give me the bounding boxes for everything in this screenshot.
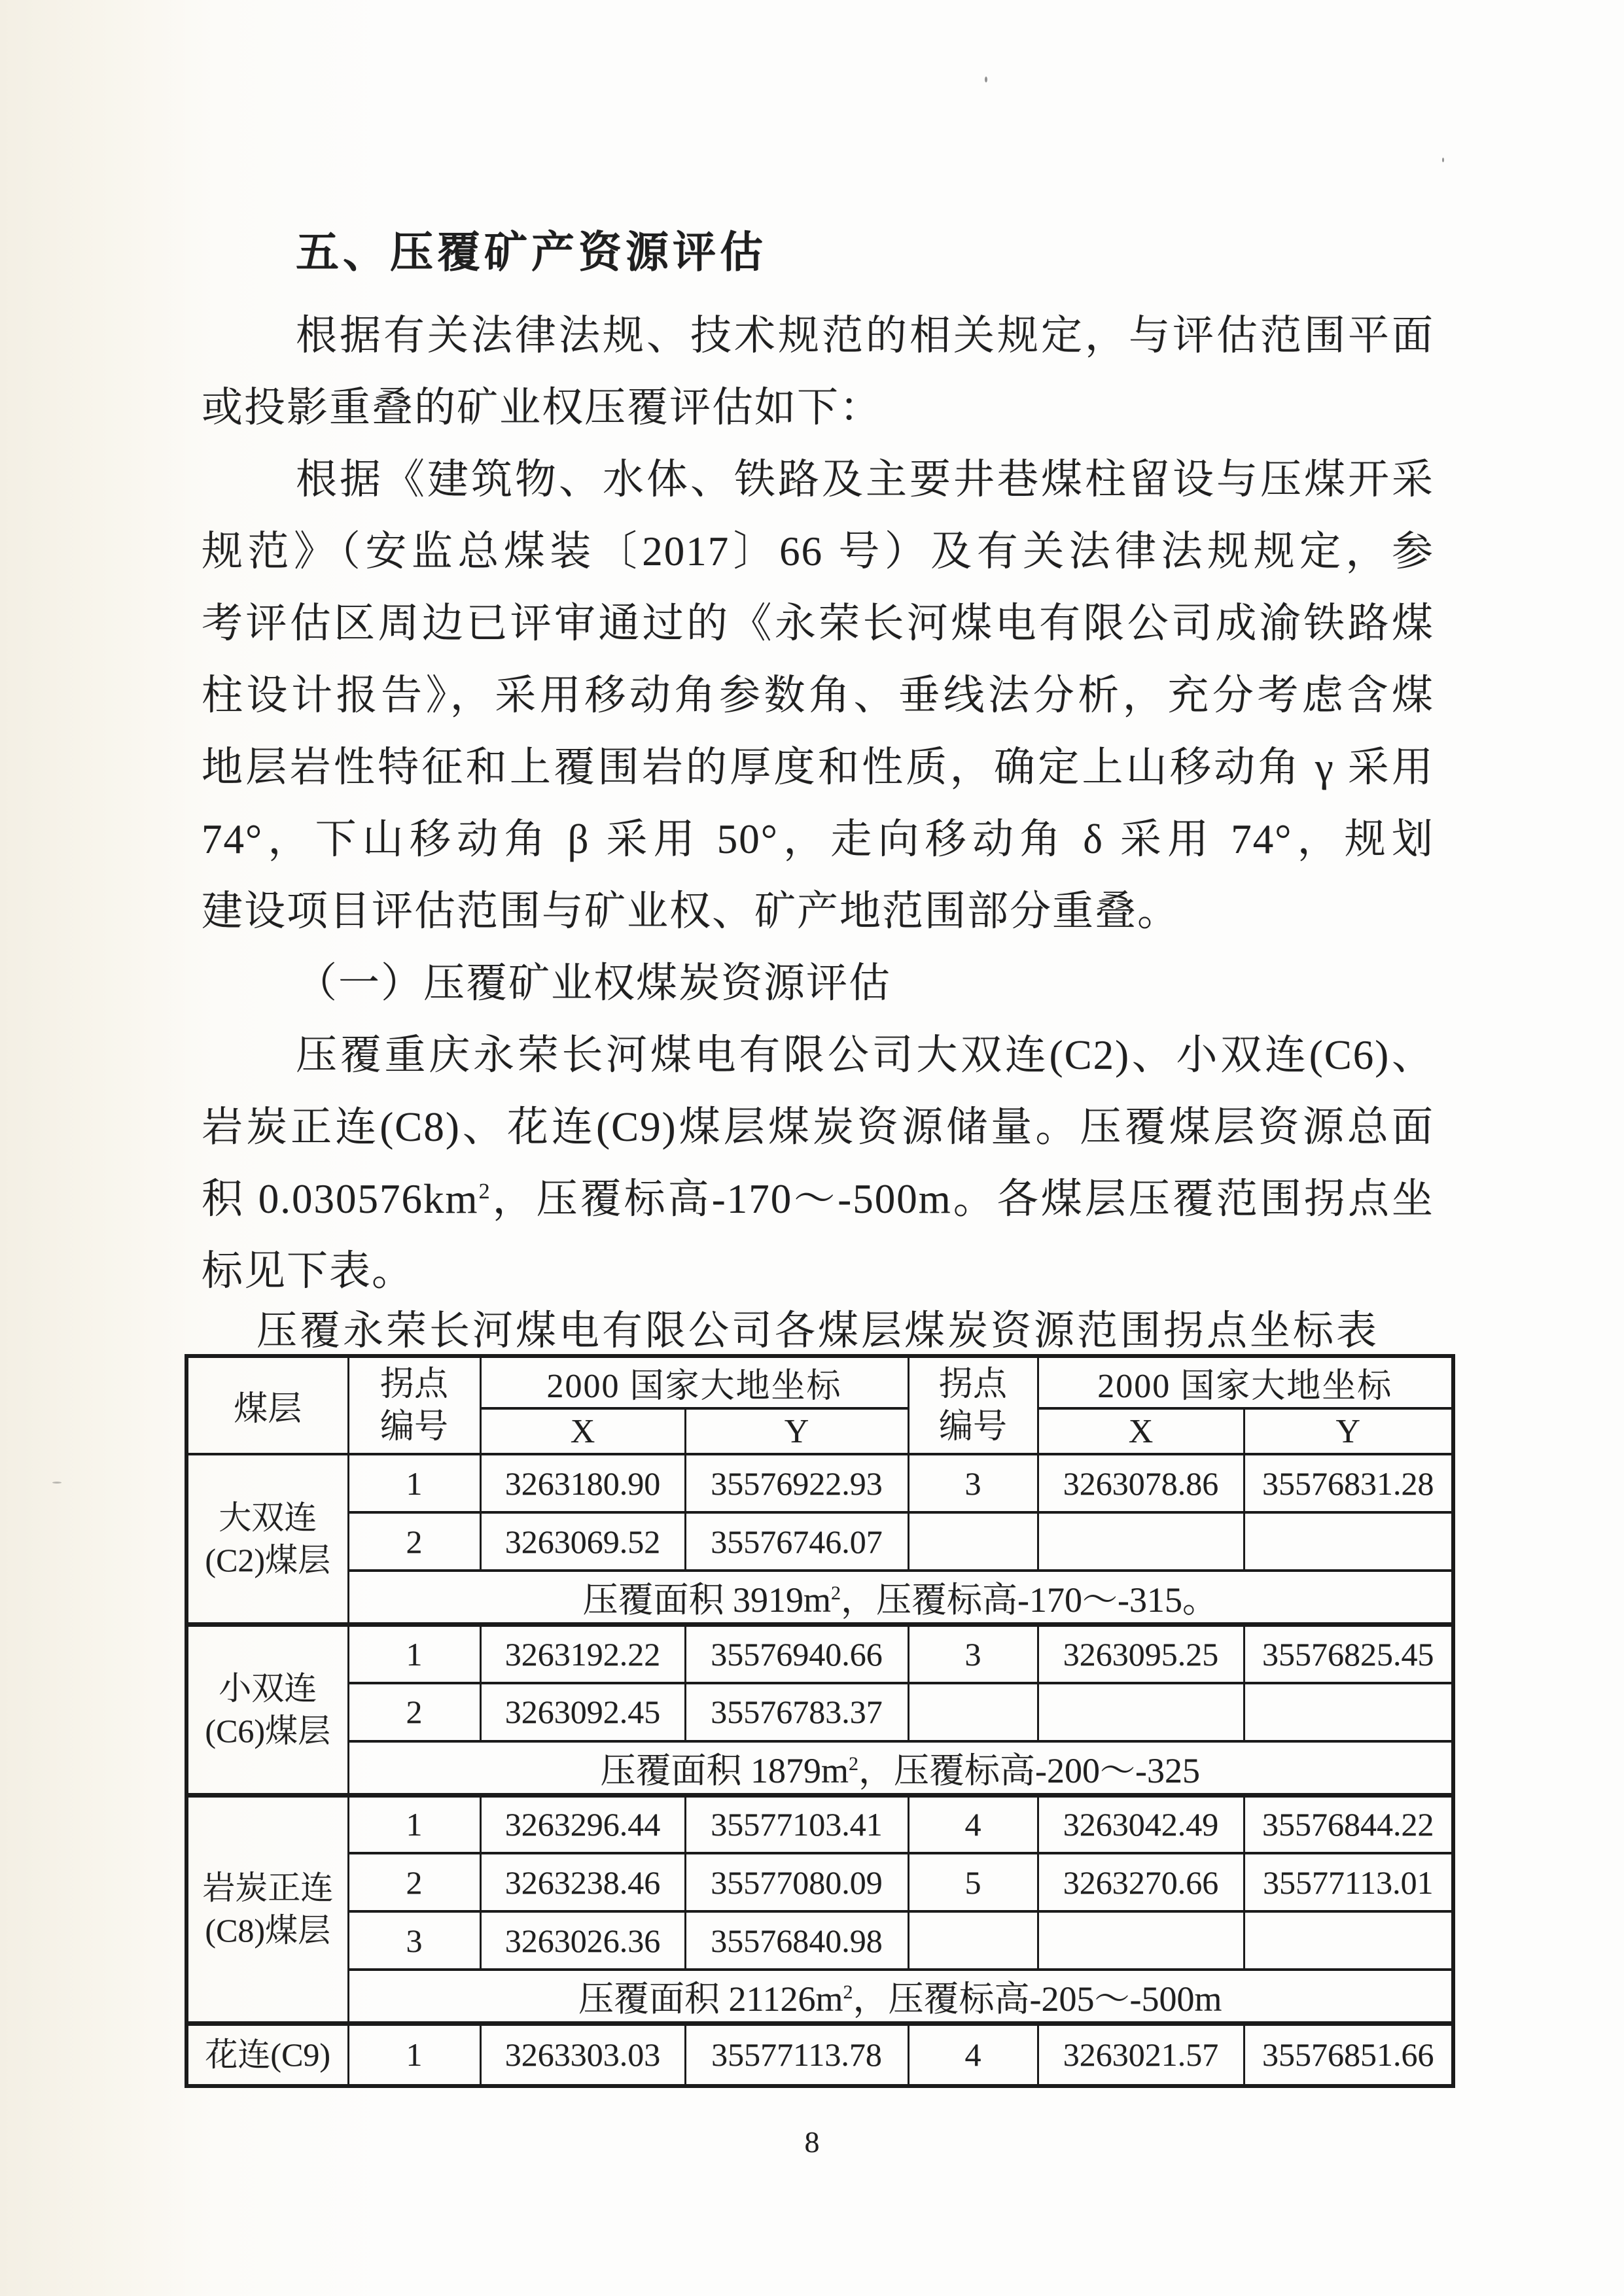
coordinate-cell: 1: [348, 1795, 480, 1853]
paragraph-4-line-3: 积 $0.030576km^2$，压覆标高-170～-500m。各煤层压覆范围拐点坐: [202, 1176, 1434, 1222]
scan-speck: [1442, 158, 1444, 162]
coordinate-cell: 35576831.28: [1244, 1454, 1453, 1512]
coordinate-cell: 35576851.66: [1244, 2024, 1453, 2086]
coordinate-cell: 4: [908, 2024, 1038, 2086]
body-paragraphs: [202, 300, 1434, 1307]
seam-1-row-2: [186, 1512, 1453, 1571]
header-coord-system-right: 2000 国家大地坐标: [1038, 1356, 1453, 1408]
seam-1-row-1: [186, 1454, 1453, 1512]
paragraph-4: [202, 1019, 1434, 1307]
seam-3-row-1: [186, 1795, 1453, 1853]
scan-speck: [52, 1482, 62, 1484]
page-number: 8: [804, 2125, 820, 2159]
coordinate-cell: 3263180.90: [480, 1454, 685, 1512]
coordinates-table: [185, 1354, 1455, 2088]
coordinate-cell: 3263042.49: [1038, 1795, 1244, 1853]
coordinate-cell: 4: [908, 1795, 1038, 1853]
coordinate-cell: [1244, 1512, 1453, 1571]
seam-name-line: 花连(C9): [205, 2036, 331, 2073]
page-content: [202, 217, 1434, 2088]
coordinate-cell: [1038, 1512, 1244, 1571]
seam-name-line: 岩炭正连: [202, 1869, 334, 1906]
superscript: 2: [831, 1582, 841, 1604]
header-point-number-right: [908, 1356, 1038, 1454]
paragraph-4-line-1: 压覆重庆永荣长河煤电有限公司大双连(C2)、小双连(C6)、: [296, 1032, 1434, 1078]
paragraph-2-line-6: 74°，下山移动角 β 采用 50°，走向移动角 δ 采用 74°，规划: [202, 816, 1434, 862]
area-elevation-note: 压覆面积 $21126m^2$，压覆标高-205～-500m: [348, 1970, 1453, 2024]
header-point-number-line1: 拐点: [939, 1365, 1008, 1403]
superscript: 2: [478, 1179, 491, 1204]
coordinate-cell: 35576783.37: [685, 1683, 908, 1741]
coordinate-cell: 3263095.25: [1038, 1625, 1244, 1683]
seam-2-row-2: [186, 1683, 1453, 1741]
coordinate-cell: [1244, 1683, 1453, 1741]
coordinate-cell: 35576840.98: [685, 1911, 908, 1970]
table-title: 压覆永荣长河煤电有限公司各煤层煤炭资源范围拐点坐标表: [256, 1309, 1379, 1353]
header-y-right: Y: [1244, 1408, 1453, 1454]
seam-name: [186, 1795, 348, 2024]
paragraph-2-line-4: 柱设计报告》，采用移动角参数角、垂线法分析，充分考虑含煤: [202, 672, 1434, 718]
paragraph-4-line-4: 标见下表。: [202, 1248, 414, 1294]
coordinate-cell: 35577113.01: [1244, 1853, 1453, 1911]
seam-3-area-note-row: [186, 1970, 1453, 2024]
coordinate-cell: 3263069.52: [480, 1512, 685, 1571]
coordinate-cell: 3263303.03: [480, 2024, 685, 2086]
header-x-right: X: [1038, 1408, 1244, 1454]
coordinate-cell: 35576844.22: [1244, 1795, 1453, 1853]
seam-name-line: (C2)煤层: [205, 1541, 331, 1578]
coordinate-cell: [908, 1683, 1038, 1741]
coordinate-cell: 35576922.93: [685, 1454, 908, 1512]
coordinate-cell: 5: [908, 1853, 1038, 1911]
header-point-number-line2: 编号: [380, 1408, 448, 1446]
paragraph-2-line-2: 规范》（安监总煤装〔2017〕66 号）及有关法律法规规定，参: [202, 529, 1434, 574]
superscript: 2: [843, 1981, 853, 2003]
coordinate-cell: 3263296.44: [480, 1795, 685, 1853]
coordinate-cell: 3263238.46: [480, 1853, 685, 1911]
seam-2-row-1: [186, 1625, 1453, 1683]
seam-name: [186, 1454, 348, 1625]
seam-1-area-note-row: [186, 1571, 1453, 1625]
paragraph-2-line-5: 地层岩性特征和上覆围岩的厚度和性质，确定上山移动角 γ 采用: [202, 744, 1434, 790]
coordinate-cell: 3: [348, 1911, 480, 1970]
paragraph-4-line-2: 岩炭正连(C8)、花连(C9)煤层煤炭资源储量。压覆煤层资源总面: [202, 1104, 1434, 1150]
coordinate-cell: 35576825.45: [1244, 1625, 1453, 1683]
coordinate-cell: 3: [908, 1625, 1038, 1683]
coordinate-cell: 35576746.07: [685, 1512, 908, 1571]
paragraph-2-line-3: 考评估区周边已评审通过的《永荣长河煤电有限公司成渝铁路煤: [202, 600, 1434, 646]
coordinate-cell: [908, 1911, 1038, 1970]
section-heading: 五、压覆矿产资源评估: [296, 229, 767, 277]
coordinate-cell: 1: [348, 1625, 480, 1683]
paragraph-3-line-1: （一）压覆矿业权煤炭资源评估: [296, 960, 891, 1006]
coordinate-cell: [1038, 1683, 1244, 1741]
header-point-number-line2: 编号: [939, 1408, 1008, 1446]
seam-name-line: 小双连: [219, 1669, 317, 1707]
table-header-row-1: [186, 1356, 1453, 1408]
seam-3-row-2: [186, 1853, 1453, 1911]
coordinate-cell: 1: [348, 2024, 480, 2086]
coordinate-cell: 3263270.66: [1038, 1853, 1244, 1911]
coordinate-cell: [908, 1512, 1038, 1571]
header-point-number-left: [348, 1356, 480, 1454]
coordinate-cell: 3263078.86: [1038, 1454, 1244, 1512]
coordinate-cell: 35577103.41: [685, 1795, 908, 1853]
header-point-number-line1: 拐点: [380, 1365, 448, 1403]
seam-name-line: 大双连: [219, 1499, 317, 1536]
paragraph-1-line-1: 根据有关法律法规、技术规范的相关规定，与评估范围平面: [296, 313, 1434, 358]
coordinate-cell: 3263192.22: [480, 1625, 685, 1683]
seam-4-row-1: [186, 2024, 1453, 2086]
header-x-left: X: [480, 1408, 685, 1454]
coordinate-cell: 2: [348, 1683, 480, 1741]
coordinate-cell: 3263021.57: [1038, 2024, 1244, 2086]
paragraph-1: [202, 300, 1434, 444]
area-elevation-note: 压覆面积 $1879m^2$，压覆标高-200～-325: [348, 1741, 1453, 1796]
seam-name: [186, 1625, 348, 1796]
coordinate-cell: 35577080.09: [685, 1853, 908, 1911]
seam-name: [186, 2024, 348, 2086]
seam-3-row-3: [186, 1911, 1453, 1970]
coordinate-cell: 3: [908, 1454, 1038, 1512]
seam-name-line: (C6)煤层: [205, 1712, 331, 1749]
coordinate-cell: 35577113.78: [685, 2024, 908, 2086]
header-coal-seam: 煤层: [186, 1356, 348, 1454]
header-y-left: Y: [685, 1408, 908, 1454]
paragraph-3: [202, 947, 1434, 1019]
paragraph-2: [202, 444, 1434, 947]
coordinate-cell: 2: [348, 1512, 480, 1571]
area-elevation-note: 压覆面积 $3919m^2$，压覆标高-170～-315。: [348, 1571, 1453, 1625]
coordinate-cell: 2: [348, 1853, 480, 1911]
paragraph-2-line-7: 建设项目评估范围与矿业权、矿产地范围部分重叠。: [202, 888, 1180, 934]
coordinate-cell: 35576940.66: [685, 1625, 908, 1683]
superscript: 2: [849, 1752, 859, 1775]
coordinate-cell: 1: [348, 1454, 480, 1512]
coordinate-cell: [1038, 1911, 1244, 1970]
seam-2-area-note-row: [186, 1741, 1453, 1796]
paragraph-2-line-1: 根据《建筑物、水体、铁路及主要井巷煤柱留设与压煤开采: [296, 457, 1434, 502]
header-coord-system-left: 2000 国家大地坐标: [480, 1356, 908, 1408]
scan-speck: [985, 77, 987, 82]
coordinate-cell: 3263092.45: [480, 1683, 685, 1741]
seam-name-line: (C8)煤层: [205, 1911, 331, 1949]
coordinate-cell: [1244, 1911, 1453, 1970]
paragraph-1-line-2: 或投影重叠的矿业权压覆评估如下：: [202, 385, 882, 430]
coordinate-cell: 3263026.36: [480, 1911, 685, 1970]
